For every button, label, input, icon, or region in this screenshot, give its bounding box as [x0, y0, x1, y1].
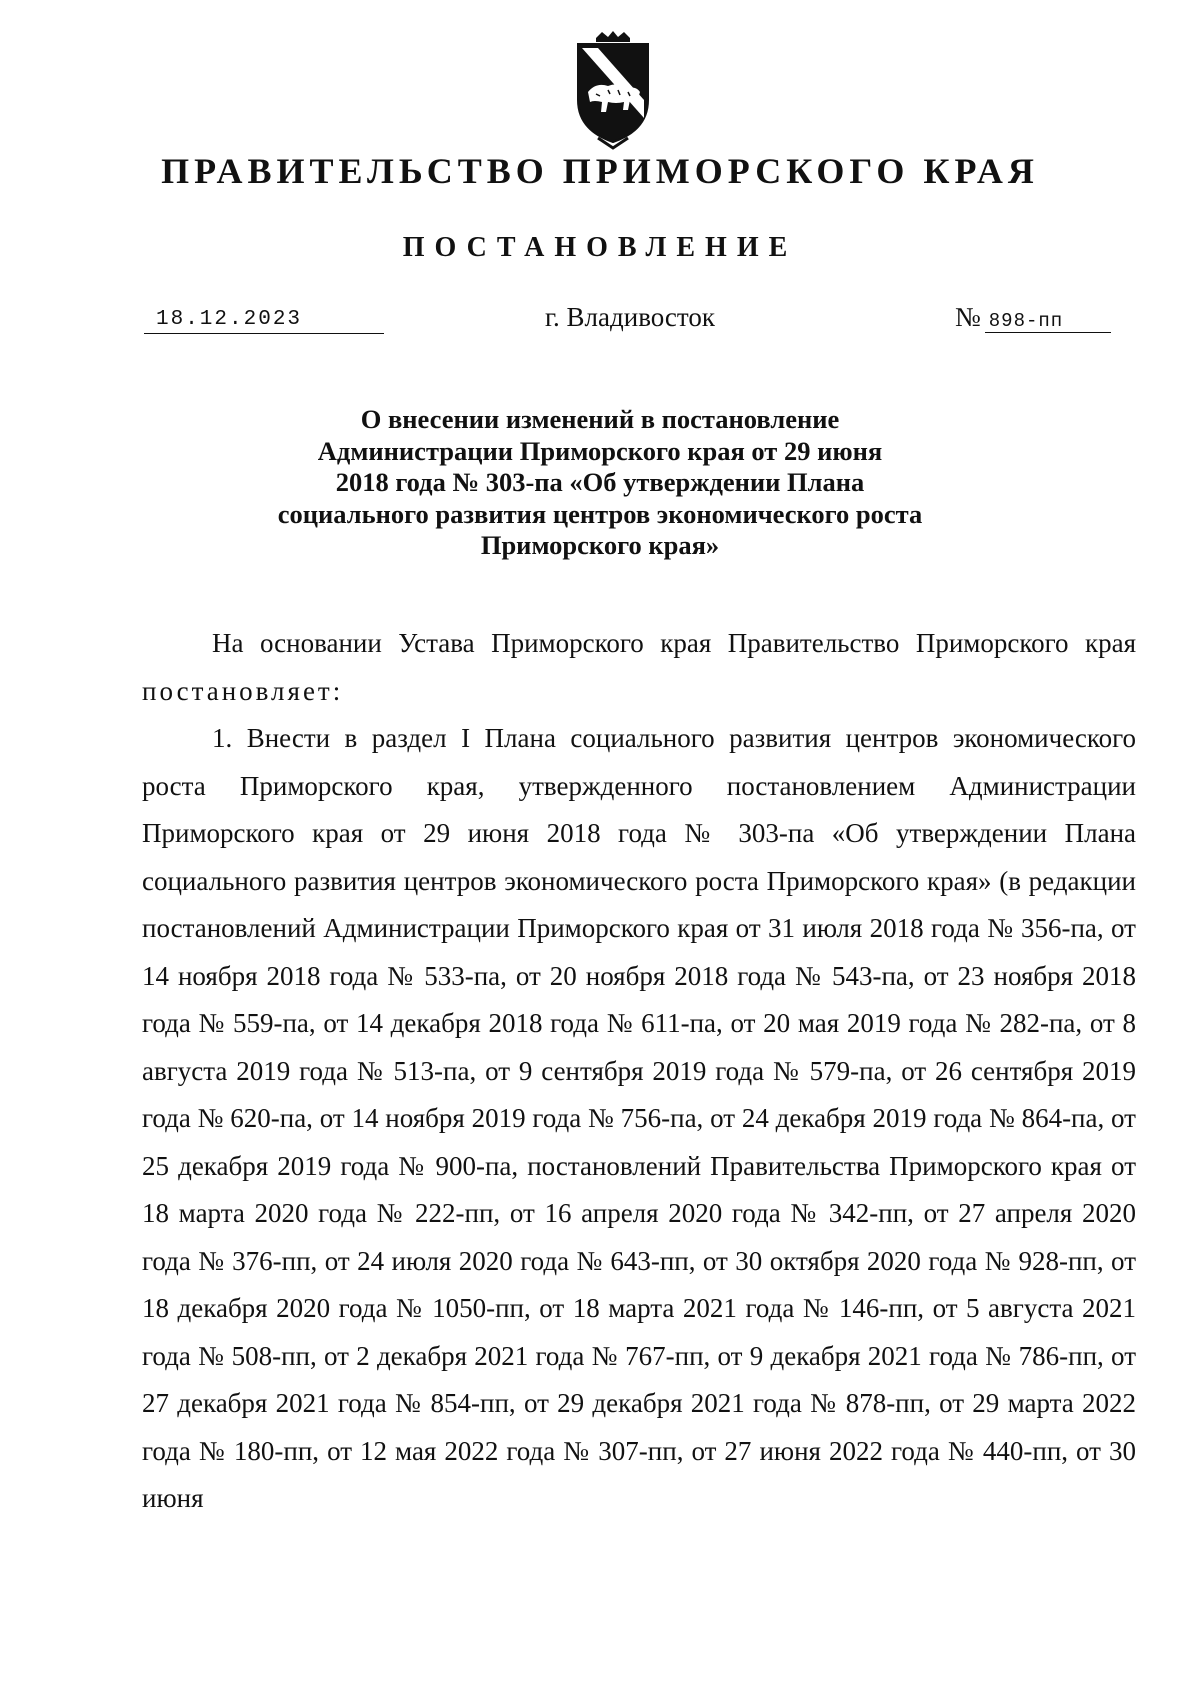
number-sign: № — [955, 302, 981, 332]
subject-line: социального развития центров экономического роста — [277, 498, 923, 529]
document-subject — [200, 404, 1000, 562]
item-1-paragraph: 1. Внести в раздел I Плана социального развития центров экономического роста Приморского края, утвержденного постановлением Администрации Приморского края от 29 июня 2018 года № 303-па «Об утверждении Плана социального развития центров экономического роста Приморского края» (в редакции постановлений Администрации Приморского края от 31 июля 2018 года № 356-па, от 14 ноября 2018 года № 533-па, от 20 ноября 2018 года № 543-па, от 23 ноября 2018 года № 559-па, от 14 декабря 2018 года № 611-па, от 20 мая 2019 года № 282-па, от 8 августа 2019 года № 513-па, от 9 сентября 2019 года № 579-па, от 26 сентября 2019 года № 620-па, от 14 ноября 2019 года № 756-па, от 24 декабря 2019 года № 864-па, от 25 декабря 2019 года № 900-па, постановлений Правительства Приморского края от 18 марта 2020 года № 222-пп, от 16 апреля 2020 года № 342-пп, от 27 апреля 2020 года № 376-пп, от 24 июля 2020 года № 643-пп, от 30 октября 2020 года № 928-пп, от 18 декабря 2020 года № 1050-пп, от 18 марта 2021 года № 146-пп, от 5 августа 2021 года № 508-пп, от 2 декабря 2021 года № 767-пп, от 9 декабря 2021 года № 786-пп, от 27 декабря 2021 года № 854-пп, от 29 декабря 2021 года № 878-пп, от 29 марта 2022 года № 180-пп, от 12 мая 2022 года № 307-пп, от 27 июня 2022 года № 440-пп, от 30 июня — [142, 723, 1136, 1513]
preamble-paragraph — [142, 620, 1136, 715]
primorsky-krai-coat-of-arms-icon — [568, 30, 658, 150]
document-type-heading: ПОСТАНОВЛЕНИЕ — [402, 232, 798, 263]
subject-line: Приморского края» — [480, 530, 720, 560]
preamble-text: На основании Устава Приморского края Правительство Приморского края — [212, 628, 1136, 658]
preamble-verb: постановляет: — [142, 675, 344, 706]
subject-line: 2018 года № 303-па «Об утверждении Плана — [335, 467, 865, 497]
document-city: г. Владивосток — [545, 302, 715, 332]
subject-line: Администрации Приморского края от 29 июня — [317, 435, 883, 466]
government-title: ПРАВИТЕЛЬСТВО ПРИМОРСКОГО КРАЯ — [161, 151, 1039, 191]
document-number — [955, 302, 1135, 333]
number-value: 898-пп — [985, 310, 1111, 333]
document-body — [142, 620, 1136, 1523]
document-date: 18.12.2023 — [144, 308, 384, 334]
subject-line: О внесении изменений в постановление — [360, 404, 840, 434]
